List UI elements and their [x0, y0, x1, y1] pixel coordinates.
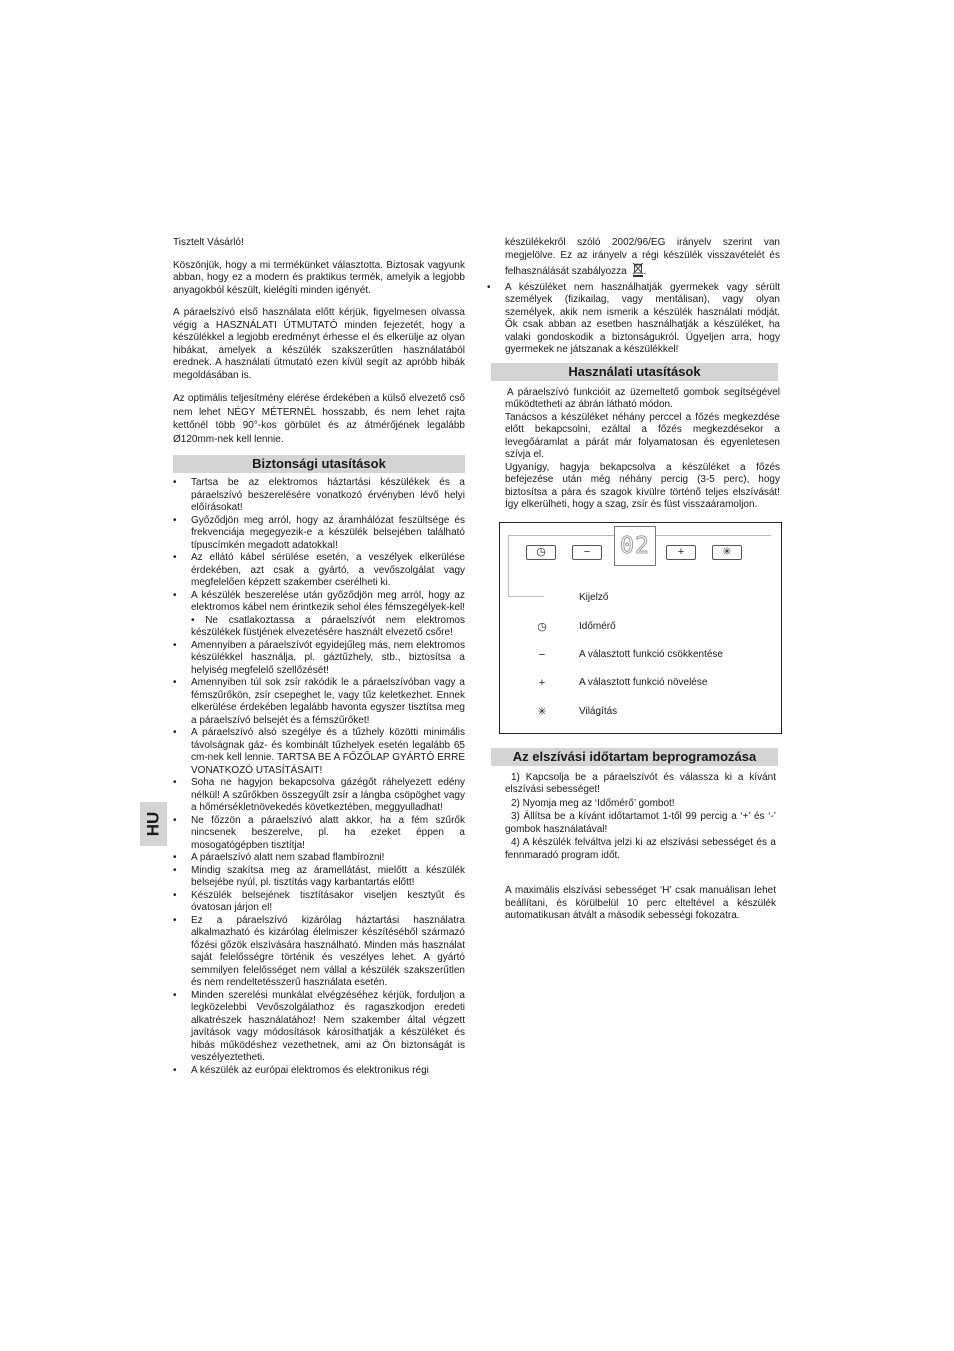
list-item: • A készülék beszerelése után győződjön meg arról, hogy az elektromos kábel nem érintkezik sehol éles fémszegélyek-kel! • Ne csatlakoztassa a páraelszívót nem elektromos készülékek füstjének elvezetésére használt elvezető csőre! [173, 590, 465, 640]
control-panel-diagram [499, 522, 782, 734]
right-column [505, 237, 780, 923]
safety-heading: Biztonsági utasítások [173, 455, 465, 473]
usage-paragraph-1: A páraelszívó funkcióit az üzemeltető gombok segítségével működtetheti az ábrán látható módon. [505, 386, 780, 410]
increase-button[interactable] [666, 545, 696, 560]
list-item: • A készüléket nem használhatják gyermekek vagy sérült személyek (fizikailag, vagy mentálisan), vagy olyan személyek, akik nem ismerik a készülék használati módját. Ők csak abban az esetben használhatják a készüléket, ha valaki gondoskodik a biztonságukról. Ügyeljen arra, hogy gyermekek ne játszanak a készülékkel! [487, 282, 780, 357]
legend-label: Világítás [579, 705, 618, 717]
list-item: • Az ellátó kábel sérülése esetén, a veszélyek elkerülése érdekében, azt csak a gyártó, a vevőszolgálat vagy megfelelően képzett szakember cserélheti ki. [173, 552, 465, 590]
list-item: • Készülék belsejének tisztításakor viseljen kesztyűt és óvatosan járjon el! [173, 890, 465, 915]
list-item: • Soha ne hagyjon bekapcsolva gázégőt ráhelyezett edény nélkül! A szűrőkben összegyűlt zsír a lángba csöpöghet vagy a hőmérsékletnövekedés következtében, meggyulladhat! [173, 777, 465, 815]
list-item: • Mindig szakítsa meg az áramellátást, mielőtt a készülék belsejébe nyúl, pl. tisztítás vagy karbantartás előtt! [173, 865, 465, 890]
legend-label: Időmérő [579, 620, 616, 632]
left-column [173, 237, 465, 1077]
legend-increase [500, 676, 770, 690]
usage-paragraph-2: Tanácsos a készüléket néhány perccel a főzés megkezdése előtt bekapcsolni, ezáltal a főzés megkezdésekor a levegőáramlat a párát már folyamatosan és egyenletesen szívja el. [505, 411, 780, 460]
legend-display [500, 591, 770, 605]
program-heading: Az elszívási időtartam beprogramozása [491, 748, 778, 766]
max-speed-note: A maximális elszívási sebességet ‘H’ csak manuálisan lehet beállítani, és körülbelül 10 perc elteltével a készülék automatikusan átvált a második sebességi fokozatra. [505, 885, 776, 921]
step-4: 4) A készülék felváltva jelzi ki az elszívási sebességet és a fennmaradó program időt. [505, 837, 776, 861]
list-item: • Amennyiben a páraelszívót egyidejűleg más, nem elektromos készülékkel használja, pl. gáztűzhely, stb., biztosítsa a helyiség megfelelő szellőzését! [173, 640, 465, 678]
light-icon: ✳ [722, 545, 732, 558]
intro-paragraph-2: A páraelszívó első használata előtt kérjük, figyelmesen olvassa végig a HASZNÁLATI ÚTMUTATÓ minden fejezetét, hogy a készülékkel a legjobb eredményt érhesse el és elkerülje az olyan hibákat, amelyek a készülék szakszerűtlen használatából erednek. A használati útmutató ezen kívül segít az apróbb hibák megoldásában is. [173, 307, 465, 381]
step-3: 3) Állítsa be a kívánt időtartamot 1-től 99 percig a ‘+’ és ‘-’ gombok használatával! [505, 811, 776, 835]
usage-paragraph-3: Ugyanígy, hagyja bekapcsolva a készüléket a főzés befejezése után még néhány percig (3-5 perc), hogy biztosítsa a pára és szagok kívülre történő teljes elszívását! Így elkerülheti, hogy a szag, zsír és füst visszaáramoljon. [505, 461, 780, 510]
list-item: • Ez a páraelszívó kizárólag háztartási használatra alkalmazható és kizárólag élelmiszer készítéséből származó főzési gőzök elszívására használható. Minden más használat saját felelősségre történik és veszélyes lehet. A gyártó semmilyen felelősséget nem vállal a készülék szakszerűtlen és nem rendeltetésszerű használata esetén. [173, 915, 465, 990]
intro-paragraph-1: Köszönjük, hogy a mi termékünket választotta. Biztosak vagyunk abban, hogy ez a modern és praktikus termék, amelyik a legjobb anyagokból készült, kielégíti minden igényét. [173, 259, 465, 296]
list-item: • Minden szerelési munkálat elvégzéséhez kérjük, forduljon a legközelebbi Vevőszolgálathoz és ragaszkodjon eredeti alkatrészek használatához! Nem szakember által végzett javítások vagy módosítások károsíthatják a készüléket és hibás működéshez vezethetnek, ami az Ön biztonságát is veszélyeztetheti. [173, 990, 465, 1065]
legend-label: A választott funkció csökkentése [579, 648, 723, 660]
legend-light [500, 705, 770, 719]
legend-timer [500, 620, 770, 634]
program-steps [505, 772, 780, 863]
decrease-button[interactable] [572, 545, 602, 560]
display-readout: 02 [614, 526, 656, 566]
legend-decrease [500, 648, 770, 662]
list-item: • A páraelszívó alatt nem szabad flambírozni! [173, 852, 465, 865]
minus-icon: − [583, 545, 591, 558]
light-button[interactable] [712, 545, 742, 560]
timer-button[interactable] [526, 545, 556, 560]
minus-icon: − [538, 648, 546, 661]
plus-icon: + [677, 545, 685, 558]
children-list [487, 282, 780, 357]
clock-icon: ◷ [537, 620, 547, 633]
weee-text: készülékekről szóló 2002/96/EG irányelv szerint van megjelölve. Ez az irányelv a régi készülék visszavételét és felhasználását szabályozza [505, 237, 780, 277]
list-item: • Tartsa be az elektromos háztartási készülékek és a páraelszívó beszerelésére vonatkozó érvényben lévő helyi előírásokat! [173, 477, 465, 515]
list-item: • Győződjön meg arról, hogy az áramhálózat feszültsége és frekvenciája megegyezik-e a készülék belsejében található típuscímkén megadott adatokkal! [173, 515, 465, 553]
list-item: • A készülék az európai elektromos és elektronikus régi [173, 1065, 465, 1078]
language-tab [140, 802, 167, 846]
legend-label: A választott funkció növelése [579, 676, 708, 688]
step-2: 2) Nyomja meg az ‘Időmérő’ gombot! [511, 797, 675, 809]
crossed-out-bin-icon [632, 262, 644, 282]
list-item: • A páraelszívó alsó szegélye és a tűzhely közötti minimális távolságnak gáz- és kombinált tűzhelyek esetén legalább 65 cm-nek kell lennie. TARTSA BE A FŐZŐLAP GYÁRTÓ ERRE VONATKOZÓ UTASÍTÁSAIT! [173, 727, 465, 777]
usage-heading: Használati utasítások [491, 363, 778, 381]
list-item: • Amennyiben túl sok zsír rakódik le a páraelszívóban vagy a fémszűrőkön, zsír csepeghet le, vagy tűz keletkezhet. Ennek elkerülése érdekében legalább havonta egyszer tisztítsa meg a páraelszívó belsejét és a fémszűrőket! [173, 677, 465, 727]
plus-icon: + [538, 676, 546, 689]
step-1: 1) Kapcsolja be a páraelszívót és válassza ki a kívánt elszívási sebességet! [505, 771, 776, 795]
greeting: Tisztelt Vásárló! [173, 237, 244, 248]
clock-icon: ◷ [536, 545, 546, 558]
language-tab-label: HU [143, 811, 163, 837]
safety-list [173, 477, 465, 1077]
weee-continuation: készülékekről szóló 2002/96/EG irányelv szerint van megjelölve. Ez az irányelv a régi készülék visszavételét és felhasználását szabályozza . [505, 237, 780, 282]
legend-label: Kijelző [579, 591, 609, 603]
intro-paragraph-3: Az optimális teljesítmény elérése érdekében a külső elvezető cső nem lehet NÉGY MÉTERNÉL hosszabb, és nem lehet rajta kettőnél több 90°-kos görbület és az átmérőjének legalább Ø120mm-nek kell lennie. [173, 393, 465, 445]
light-icon: ✳ [537, 705, 547, 718]
list-item: • Ne főzzön a páraelszívó alatt akkor, ha a fém szűrők nincsenek beszerelve, pl. ha ezeket éppen a mosogatógépben tisztítja! [173, 815, 465, 853]
